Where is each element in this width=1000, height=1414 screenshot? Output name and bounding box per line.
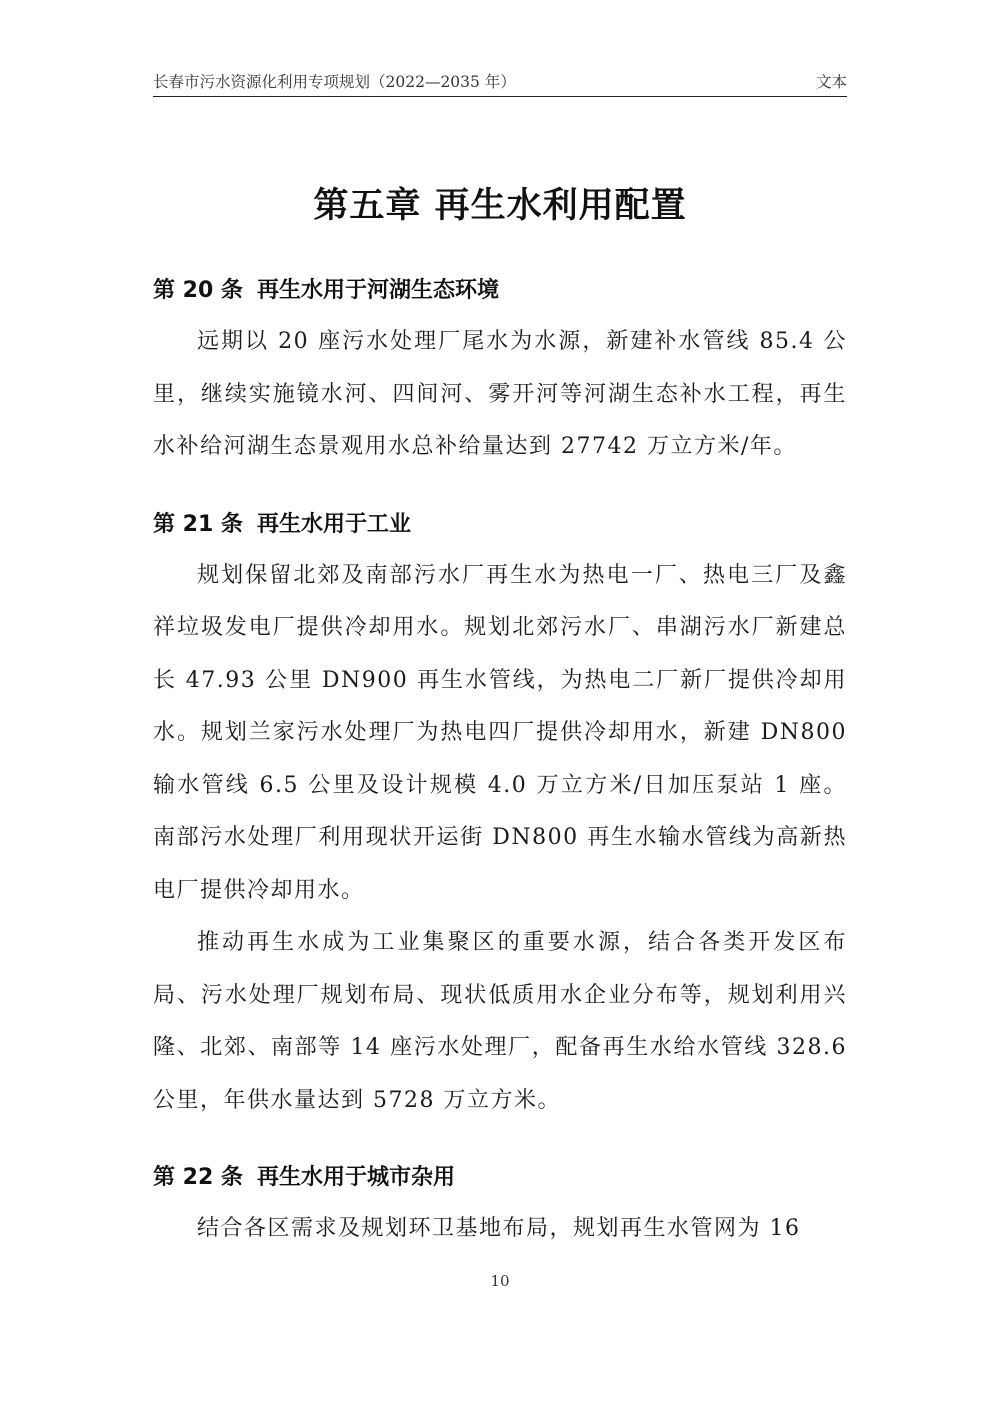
article-21 (153, 500, 847, 1128)
paragraph: 远期以 20 座污水处理厂尾水为水源，新建补水管线 85.4 公里，继续实施镜水河、四间河、雾开河等河湖生态补水工程，再生水补给河湖生态景观用水总补给量达到 27742 万立方米/年。 (153, 329, 847, 459)
article-20 (153, 266, 847, 474)
article-22 (153, 1153, 847, 1256)
section-spacer (153, 474, 847, 500)
paragraph: 推动再生水成为工业集聚区的重要水源，结合各类开发区布局、污水处理厂规划布局、现状低质用水企业分布等，规划利用兴隆、北郊、南部等 14 座污水处理厂，配备再生水给水管线 328.6 公里，年供水量达到 5728 万立方米。 (153, 930, 847, 1113)
article-number: 第 21 条 (153, 511, 243, 537)
chapter-title: 第五章 再生水利用配置 (313, 186, 687, 226)
paragraph: 结合各区需求及规划环卫基地布局，规划再生水管网为 16 (197, 1216, 801, 1241)
paragraph: 规划保留北郊及南部污水厂再生水为热电一厂、热电三厂及鑫祥垃圾发电厂提供冷却用水。规划北郊污水厂、串湖污水厂新建总长 47.93 公里 DN900 再生水管线，为热电二厂新厂提供冷却用水。规划兰家污水处理厂为热电四厂提供冷却用水，新建 DN800 输水管线 6.5 公里及设计规模 4.0 万立方米/日加压泵站 1 座。南部污水处理厂利用现状开运街 DN800 再生水输水管线为高新热电厂提供冷却用水。 (153, 562, 847, 903)
article-title: 再生水用于河湖生态环境 (256, 278, 499, 303)
article-heading (153, 266, 847, 316)
article-title: 再生水用于城市杂用 (256, 1165, 455, 1190)
article-heading (153, 500, 847, 550)
section-spacer (153, 1127, 847, 1153)
page-number: 10 (490, 1272, 510, 1290)
article-title: 再生水用于工业 (256, 511, 411, 537)
page-header (153, 62, 847, 97)
article-heading (153, 1153, 847, 1203)
document-type-label: 文本 (815, 73, 847, 91)
article-number: 第 20 条 (153, 278, 243, 303)
document-title: 长春市污水资源化利用专项规划（2022—2035 年） (153, 73, 516, 91)
article-number: 第 22 条 (153, 1165, 243, 1190)
document-body (153, 266, 847, 1256)
